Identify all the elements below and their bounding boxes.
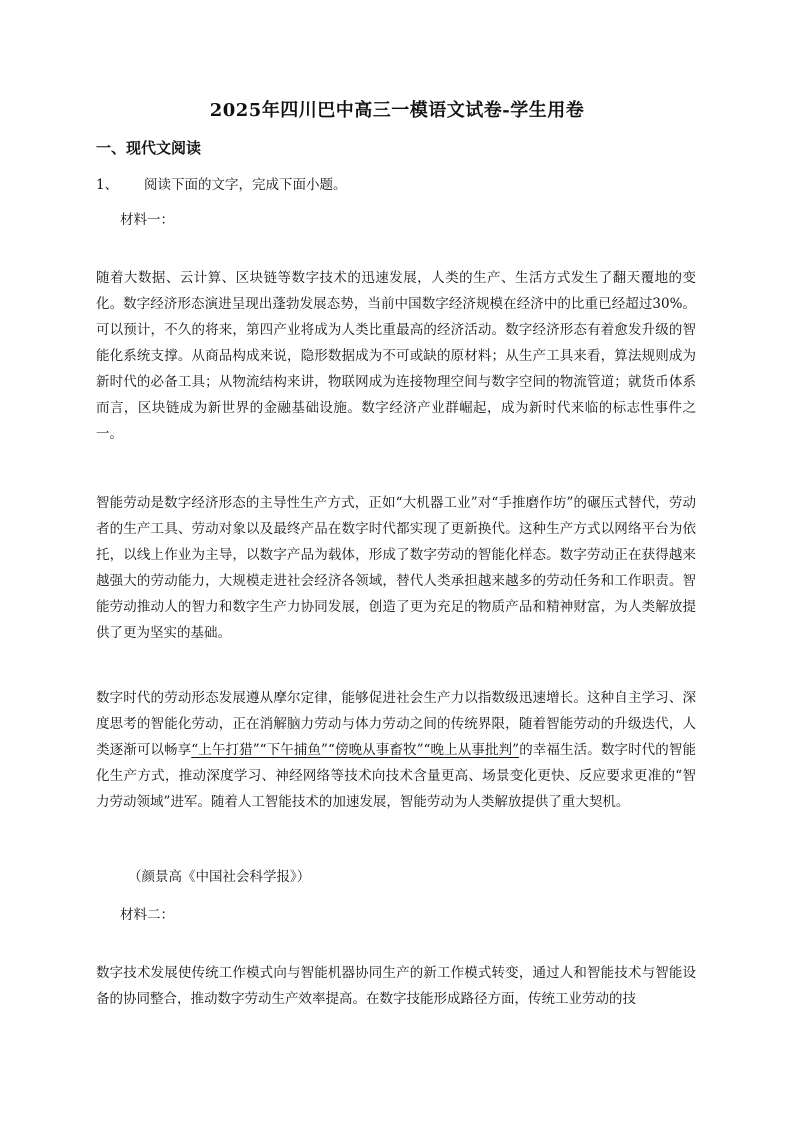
source-citation: （颜景高《中国社会科学报》） [128,869,311,885]
question-prompt: 阅读下面的文字，完成下面小题。 [144,177,347,193]
paragraph-3-text-b: 的幸福生活。数字时代的智能化生产方式，推动深度学习、神经网络等技术向技术含量更高、场景变化更快、反应要求更准的“智力劳动领域”进军。随着人工智能技术的加速发展，智能劳动为人类解放提供了重大契机。 [96,742,697,810]
material-one-label: 材料一： [120,212,174,228]
exam-title: 2025年四川巴中高三一模语文试卷-学生用卷 [209,100,585,121]
question-number: 1、 [96,177,119,193]
paragraph-3 [96,685,696,815]
section-heading: 一、现代文阅读 [96,139,202,157]
question-line [96,173,347,193]
paragraph-4: 数字技术发展使传统工作模式向与智能机器协同生产的新工作模式转变，通过人和智能技术与智能设备的协同整合，推动数字劳动生产效率提高。在数字技能形成路径方面，传统工业劳动的技 [96,965,696,1007]
material-two-label: 材料二： [120,907,174,923]
paragraph-2: 智能劳动是数字经济形态的主导性生产方式，正如“大机器工业”对“手推磨作坊”的碾压式替代，劳动者的生产工具、劳动对象以及最终产品在数字时代都实现了更新换代。这种生产方式以网络平台为依托，以线上作业为主导，以数字产品为载体，形成了数字劳动的智能化样态。数字劳动正在获得越来越强大的劳动能力，大规模走进社会经济各领域，替代人类承担越来越多的劳动任务和工作职责。智能劳动推动人的智力和数字生产力协同发展，创造了更为充足的物质产品和精神财富，为人类解放提供了更为坚实的基础。 [96,495,696,641]
paragraph-3-text-a: 数字时代的劳动形态发展遵从摩尔定律，能够促进社会生产力以指数级迅速增长。这种自主学习、深度思考的智能化劳动，正在消解脑力劳动与体力劳动之间的传统界限，随着智能劳动的升级迭代，人类逐渐可以畅享 [96,690,696,758]
paragraph-3-underlined-quote: “上午打猎”“下午捕鱼”“傍晚从事畜牧”“晚上从事批判” [191,742,520,758]
paragraph-1: 随着大数据、云计算、区块链等数字技术的迅速发展，人类的生产、生活方式发生了翻天覆地的变化。数字经济形态演进呈现出蓬勃发展态势，当前中国数字经济规模在经济中的比重已经超过30%。可以预计，不久的将来，第四产业将成为人类比重最高的经济活动。数字经济形态有着愈发升级的智能化系统支撑。从商品构成来说，隐形数据成为不可或缺的原材料；从生产工具来看，算法规则成为新时代的必备工具；从物流结构来讲，物联网成为连接物理空间与数字空间的物流管道；就货币体系而言，区块链成为新世界的金融基础设施。数字经济产业群崛起，成为新时代来临的标志性事件之一。 [96,270,696,442]
